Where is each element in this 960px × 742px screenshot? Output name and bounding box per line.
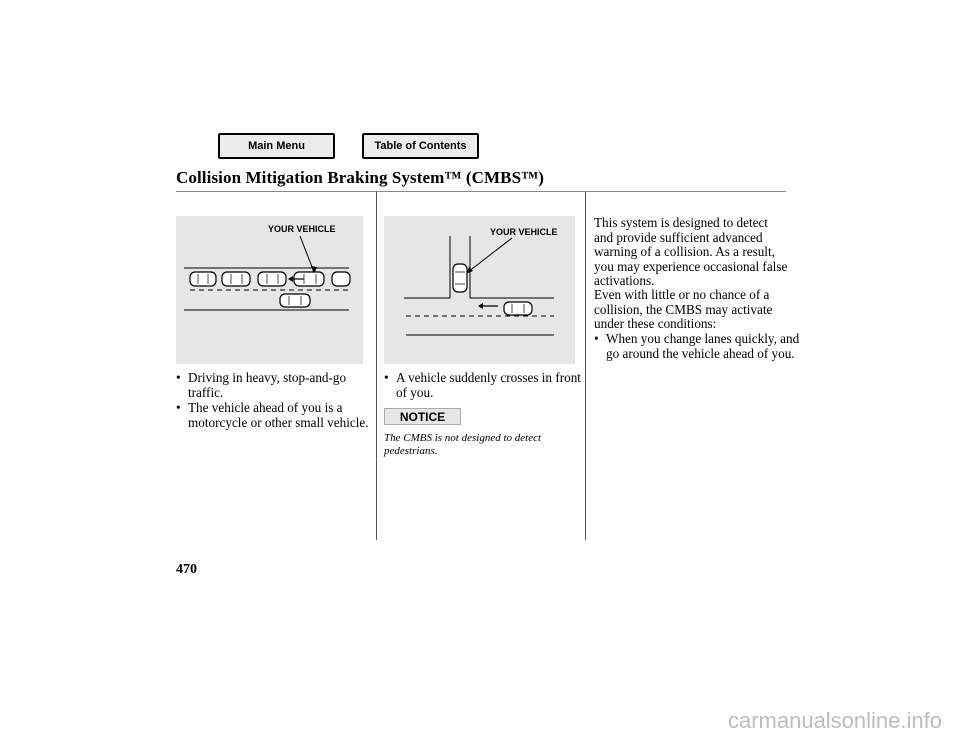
bullet-icon: • [594,331,599,346]
your-vehicle-label: YOUR VEHICLE [268,224,336,234]
table-of-contents-button[interactable]: Table of Contents [362,133,479,159]
title-divider [176,191,786,192]
column-divider-2 [585,192,586,540]
list-item: • A vehicle suddenly crosses in front of you. [384,370,581,400]
watermark: carmanualsonline.info [727,708,942,733]
your-vehicle-label: YOUR VEHICLE [490,227,558,237]
list-item: • The vehicle ahead of you is a motorcycle or other small vehicle. [176,400,369,430]
page-number: 470 [176,562,197,577]
notice-text: The CMBS is not designed to detect pedestrians. [384,432,542,457]
traffic-figure [176,216,363,364]
bullet-icon: • [384,370,389,385]
notice-badge: NOTICE [384,408,461,425]
bullet-icon: • [176,400,181,415]
page-title: Collision Mitigation Braking System™ (CMBS™) [176,168,545,187]
main-menu-button[interactable]: Main Menu [218,133,335,159]
crossing-figure [384,216,575,364]
intro-paragraph: This system is designed to detect and provide sufficient advanced warning of a collision. As a result, you may experience occasional false activations. [594,215,788,288]
car-icon [453,264,532,315]
list-item: • When you change lanes quickly, and go around the vehicle ahead of you. [594,331,800,361]
bullet-icon: • [176,370,181,385]
conditions-paragraph: Even with little or no chance of a collision, the CMBS may activate under these conditions: [594,287,773,331]
list-item: • Driving in heavy, stop-and-go traffic. [176,370,347,400]
column-divider-1 [376,192,377,540]
